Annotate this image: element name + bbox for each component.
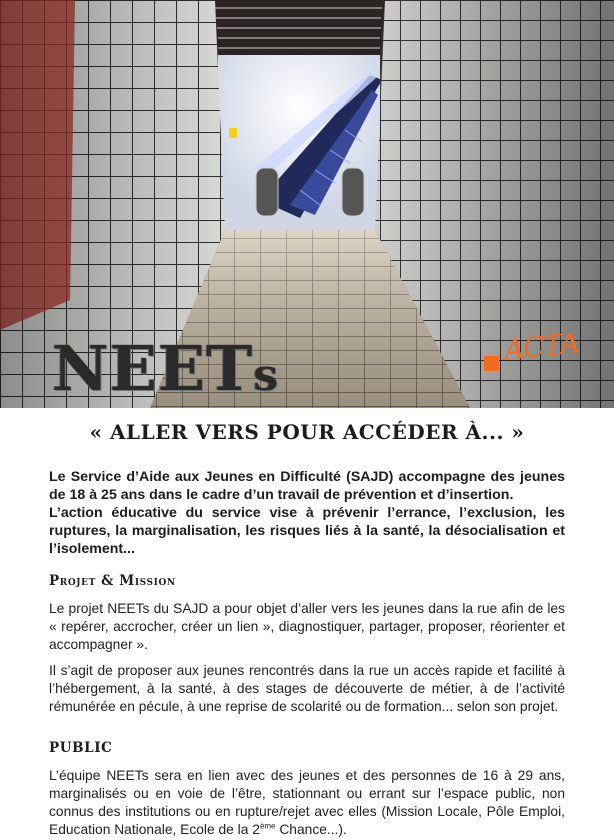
hero-title-main: NEET <box>52 332 254 405</box>
logo-square <box>484 356 499 371</box>
public-paragraph-main: L’équipe NEETs sera en lien avec des jeunes et des personnes de 16 à 29 ans, marginalisés ou en voie de l’être, stationnant ou errant sur l’espace public, non connus des institutions ou en rupture/rejet avec elles (Mission Locale, Pôle Emploi, Education Nationale, Ecole de la 2 <box>49 768 565 837</box>
projet-paragraph-2: Il s’agit de proposer aux jeunes rencontrés dans la rue un accès rapide et facilité à l’hébergement, à la santé, à des stages de découverte de métier, à de l’activité rémunérée en pécule, à une reprise de scolarité ou de formation... selon son projet. <box>49 663 565 714</box>
hero-title <box>52 332 280 407</box>
logo-text: ACTA <box>502 326 581 367</box>
public-paragraph-1 <box>49 767 565 839</box>
public-text <box>49 767 565 839</box>
public-paragraph-sup: ème <box>259 821 276 831</box>
intro-text <box>49 468 565 558</box>
public-heading: PUBLIC <box>49 740 113 756</box>
projet-text-2 <box>49 662 565 716</box>
public-paragraph-end: Chance...). <box>275 822 347 837</box>
intro-paragraph-1: Le Service d’Aide aux Jeunes en Difficulté (SAJD) accompagne des jeunes de 18 à 25 ans dans le cadre d’un travail de prévention et d’insertion. <box>49 469 565 503</box>
acta-logo <box>484 322 584 378</box>
projet-heading: Projet & Mission <box>49 573 176 589</box>
projet-paragraph-1: Le projet NEETs du SAJD a pour objet d’aller vers les jeunes dans la rue afin de les « repérer, accrocher, créer un lien », diagnostiquer, partager, proposer, réorienter et accompagner ». <box>49 601 565 652</box>
projet-text <box>49 600 565 654</box>
subtitle: « ALLER VERS POUR ACCÉDER À... » <box>89 420 525 444</box>
intro-paragraph-2: L’action éducative du service vise à prévenir l’errance, l’exclusion, les ruptures, la marginalisation, les risques liés à la santé, la désocialisation et l’isolement... <box>49 505 565 557</box>
hero-photo <box>0 0 614 408</box>
hero-title-suffix: s <box>253 350 280 401</box>
